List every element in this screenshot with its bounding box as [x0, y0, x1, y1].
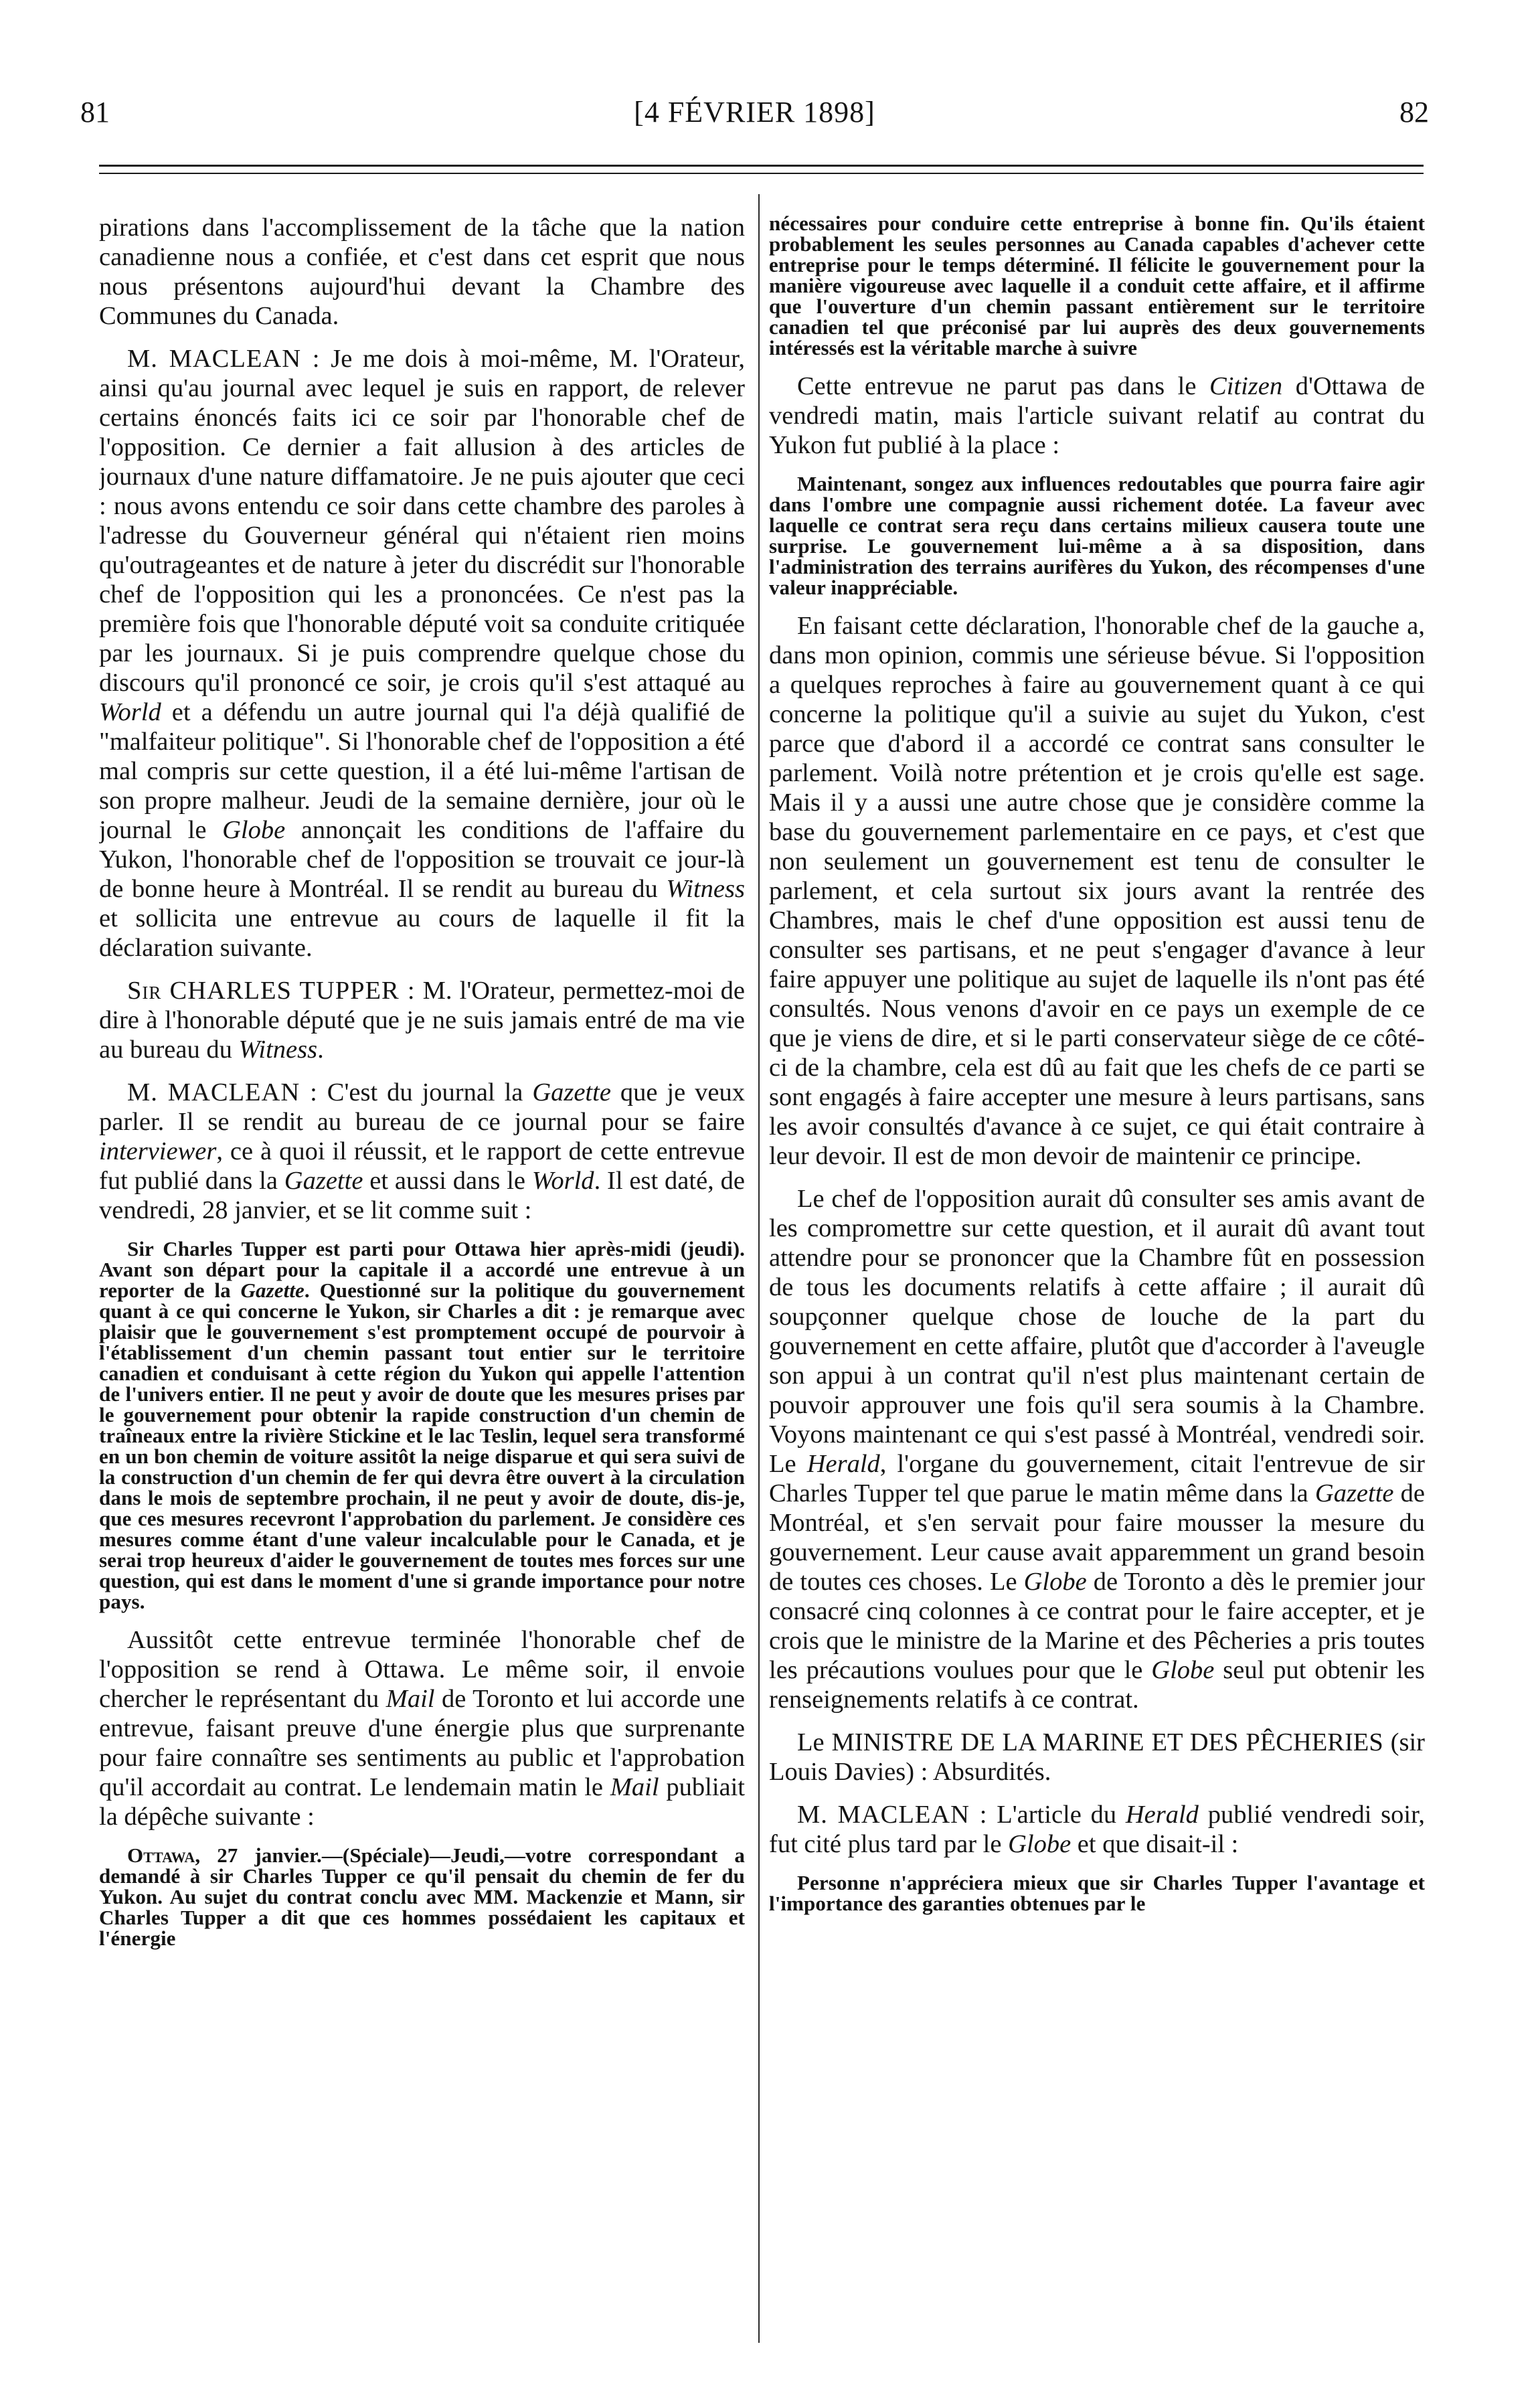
- quoted-article-citizen: Maintenant, songez aux influences redoutables que pourra faire agir dans l'ombre une compagnie aussi richement dotée. La faveur avec laquelle ce contrat sera reçu dans certains milieux causera toute une surprise. Le gouvernement lui-même a à sa disposition, dans l'administration des terrains aurifères du Yukon, des récompenses d'une valeur inappréciable.: [769, 472, 1425, 599]
- paragraph: Le chef de l'opposition aurait dû consulter ses amis avant de les compromettre sur cette question, et il aurait dû avant tout attendre pour se prononcer que la Chambre fût en possession de tous les documents relatifs à cette affaire ; il aurait dû soupçonner quelque chose de louche de la part du gouvernement en cette affaire, plutôt que d'accorder à l'aveugle son appui à un contrat qu'il n'est plus maintenant certain de pouvoir approuver une fois qu'il sera soumis à la Chambre. Voyons maintenant ce qui s'est passé à Montréal, vendredi soir. Le Herald, l'organe du gouvernement, citait l'entrevue de sir Charles Tupper tel que parue le matin même dans la Gazette de Montréal, et s'en servait pour faire mousser la mesure du gouvernement. Leur cause avait apparemment un grand besoin de toutes ces choses. Le Globe de Toronto a dès le premier jour consacré cinq colonnes à ce contrat pour le faire accepter, et je crois que le ministre de la Marine et des Pêcheries a pris toutes les précautions voulues pour que le Globe seul put obtenir les renseignements relatifs à ce contrat.: [769, 1185, 1425, 1714]
- page-number-left: 81: [80, 96, 110, 129]
- speaker-name: Le MINISTRE DE LA MARINE ET DES PÊCHERIES: [797, 1728, 1383, 1756]
- speech-minister: Le MINISTRE DE LA MARINE ET DES PÊCHERIES (sir Louis Davies) : Absurdités.: [769, 1728, 1425, 1786]
- column-divider: [758, 194, 760, 2343]
- quoted-article-gazette: Sir Charles Tupper est parti pour Ottawa hier après-midi (jeudi). Avant son départ pour la capitale il a accordé une entrevue à un reporter de la Gazette. Questionné sur la politique du gouvernement quant à ce qui concerne le Yukon, sir Charles a dit : je remarque avec plaisir que le gouvernement s'est promptement occupé de pourvoir à l'établissement d'un chemin passant tout entier sur le territoire canadien et conduisant à cette région du Yukon qui appelle l'attention de l'univers entier. Il ne peut y avoir de doute que les mesures prises par le gouvernement pour obtenir la rapide construction d'un chemin de traîneaux entre la rivière Stickine et le lac Teslin, lequel sera transformé en un bon chemin de voiture assitôt la neige disparue et qui sera suivi de la construction d'un chemin de fer qui devra être ouvert à la circulation dans le mois de septembre prochain, il ne peut y avoir de doute, dis-je, que ces mesures recevront l'approbation du parlement. Je considère ces mesures comme étant d'une valeur incalculable pour le Canada, et je serai trop heureux d'aider le gouvernement de toutes mes forces sur une question, qui est dans le moment d'une si grande importance pour notre pays.: [99, 1237, 745, 1613]
- quoted-article-mail-cont: nécessaires pour conduire cette entreprise à bonne fin. Qu'ils étaient probablement les seules personnes au Canada capables d'achever cette entreprise pour le temps déterminé. Il félicite le gouvernement pour la manière vigoureuse avec laquelle il a conduit cette affaire, et il affirme que l'ouverture d'un chemin passant entièrement sur le territoire canadien tel que préconisé par lui auprès des deux gouvernements intéressés est la véritable marche à suivre: [769, 213, 1425, 359]
- speech-tupper: Sir CHARLES TUPPER : M. l'Orateur, permettez-moi de dire à l'honorable député que je ne suis jamais entré de ma vie au bureau du Witness.: [99, 977, 745, 1064]
- speech-maclean-1: M. MACLEAN : Je me dois à moi-même, M. l'Orateur, ainsi qu'au journal avec lequel je suis en rapport, de relever certains énoncés faits ici ce soir par l'honorable chef de l'opposition. Ce dernier a fait allusion à des articles de journaux d'une nature diffamatoire. Je ne puis ajouter que ceci : nous avons entendu ce soir dans cette chambre des paroles à l'adresse du Gouverneur général qui n'étaient rien moins qu'outrageantes et de nature à jeter du discrédit sur l'honorable chef de l'opposition qui les a prononcées. Ce n'est pas la première fois que l'honorable député voit sa conduite critiquée par les journaux. Si je puis comprendre quelque chose du discours qu'il prononcé ce soir, je crois qu'il s'est attaqué au World et a défendu un autre journal qui l'a déjà qualifié de "malfaiteur politique". Si l'honorable chef de l'opposition a été mal compris sur cette question, il a été lui-même l'artisan de son propre malheur. Jeudi de la semaine dernière, jour où le journal le Globe annonçait les conditions de l'affaire du Yukon, l'honorable chef de l'opposition se trouvait ce jour-là de bonne heure à Montréal. Il se rendit au bureau du Witness et sollicita une entrevue au cours de laquelle il fit la déclaration suivante.: [99, 345, 745, 962]
- quoted-article-herald: Personne n'appréciera mieux que sir Charles Tupper l'avantage et l'importance des garanties obtenues par le: [769, 1871, 1425, 1915]
- paragraph: pirations dans l'accomplissement de la tâche que la nation canadienne nous a confiée, et c'est dans cet esprit que nous nous présentons aujourd'hui devant la Chambre des Communes du Canada.: [99, 214, 745, 330]
- speaker-name: Sir CHARLES TUPPER :: [127, 977, 416, 1005]
- paragraph: Aussitôt cette entrevue terminée l'honorable chef de l'opposition se rend à Ottawa. Le même soir, il envoie chercher le représentant du Mail de Toronto et lui accorde une entrevue, faisant preuve d'une énergie plus que surprenante pour faire connaître ses sentiments au public et l'approbation qu'il accordait au contrat. Le lendemain matin le Mail publiait la dépêche suivante :: [99, 1626, 745, 1831]
- page-number-right: 82: [1399, 96, 1429, 129]
- paragraph: Cette entrevue ne parut pas dans le Citizen d'Ottawa de vendredi matin, mais l'article suivant relatif au contrat du Yukon fut publié à la place :: [769, 372, 1425, 459]
- left-column: [99, 213, 745, 2355]
- page-header: [80, 92, 1429, 133]
- speaker-name: M. MACLEAN :: [127, 1078, 318, 1106]
- header-rule-thick: [99, 165, 1424, 167]
- header-rule-thin: [99, 173, 1424, 174]
- paragraph: En faisant cette déclaration, l'honorable chef de la gauche a, dans mon opinion, commis une sérieuse bévue. Si l'opposition a quelques reproches à faire au gouvernement quant à ce qui concerne la politique qu'il a suivie au sujet du Yukon, c'est parce que d'abord il a accordé ce contrat sans consulter le parlement. Voilà notre prétention et je crois qu'elle est sage. Mais il y a aussi une autre chose que je considère comme la base du gouvernement parlementaire en ce pays, et c'est que non seulement un gouvernement est tenu de consulter le parlement, et cela surtout six jours avant la rentrée des Chambres, mais le chef d'une opposition est aussi tenu de consulter ses partisans, et ne peut s'engager d'avance à leur faire appuyer une politique au sujet de laquelle ils n'ont pas été consultés. Nous venons d'avoir en ce pays un exemple de ce que je viens de dire, et si le parti conservateur siège de ce côté-ci de la chambre, cela est dû au fait que les chefs de ce parti se sont engagés à faire accepter une mesure à leurs partisans, sans les avoir consultés d'avance à ce sujet, ce qui était contraire à leur devoir. Il est de mon devoir de maintenir ce principe.: [769, 612, 1425, 1170]
- speaker-name: M. MACLEAN :: [797, 1801, 988, 1829]
- right-column: [769, 213, 1425, 2355]
- speech-maclean-3: M. MACLEAN : L'article du Herald publié vendredi soir, fut cité plus tard par le Globe et que disait-il :: [769, 1801, 1425, 1858]
- header-date: [4 FÉVRIER 1898]: [634, 96, 875, 129]
- speaker-name: M. MACLEAN :: [127, 345, 321, 373]
- quoted-article-mail: Ottawa, 27 janvier.—(Spéciale)—Jeudi,—votre correspondant a demandé à sir Charles Tupper ce qu'il pensait du chemin de fer du Yukon. Au sujet du contrat conclu avec MM. Mackenzie et Mann, sir Charles Tupper a dit que ces hommes possédaient les capitaux et l'énergie: [99, 1843, 745, 1950]
- speech-maclean-2: M. MACLEAN : C'est du journal la Gazette que je veux parler. Il se rendit au bureau de ce journal pour se faire interviewer, ce à quoi il réussit, et le rapport de cette entrevue fut publié dans la Gazette et aussi dans le World. Il est daté, de vendredi, 28 janvier, et se lit comme suit :: [99, 1078, 745, 1224]
